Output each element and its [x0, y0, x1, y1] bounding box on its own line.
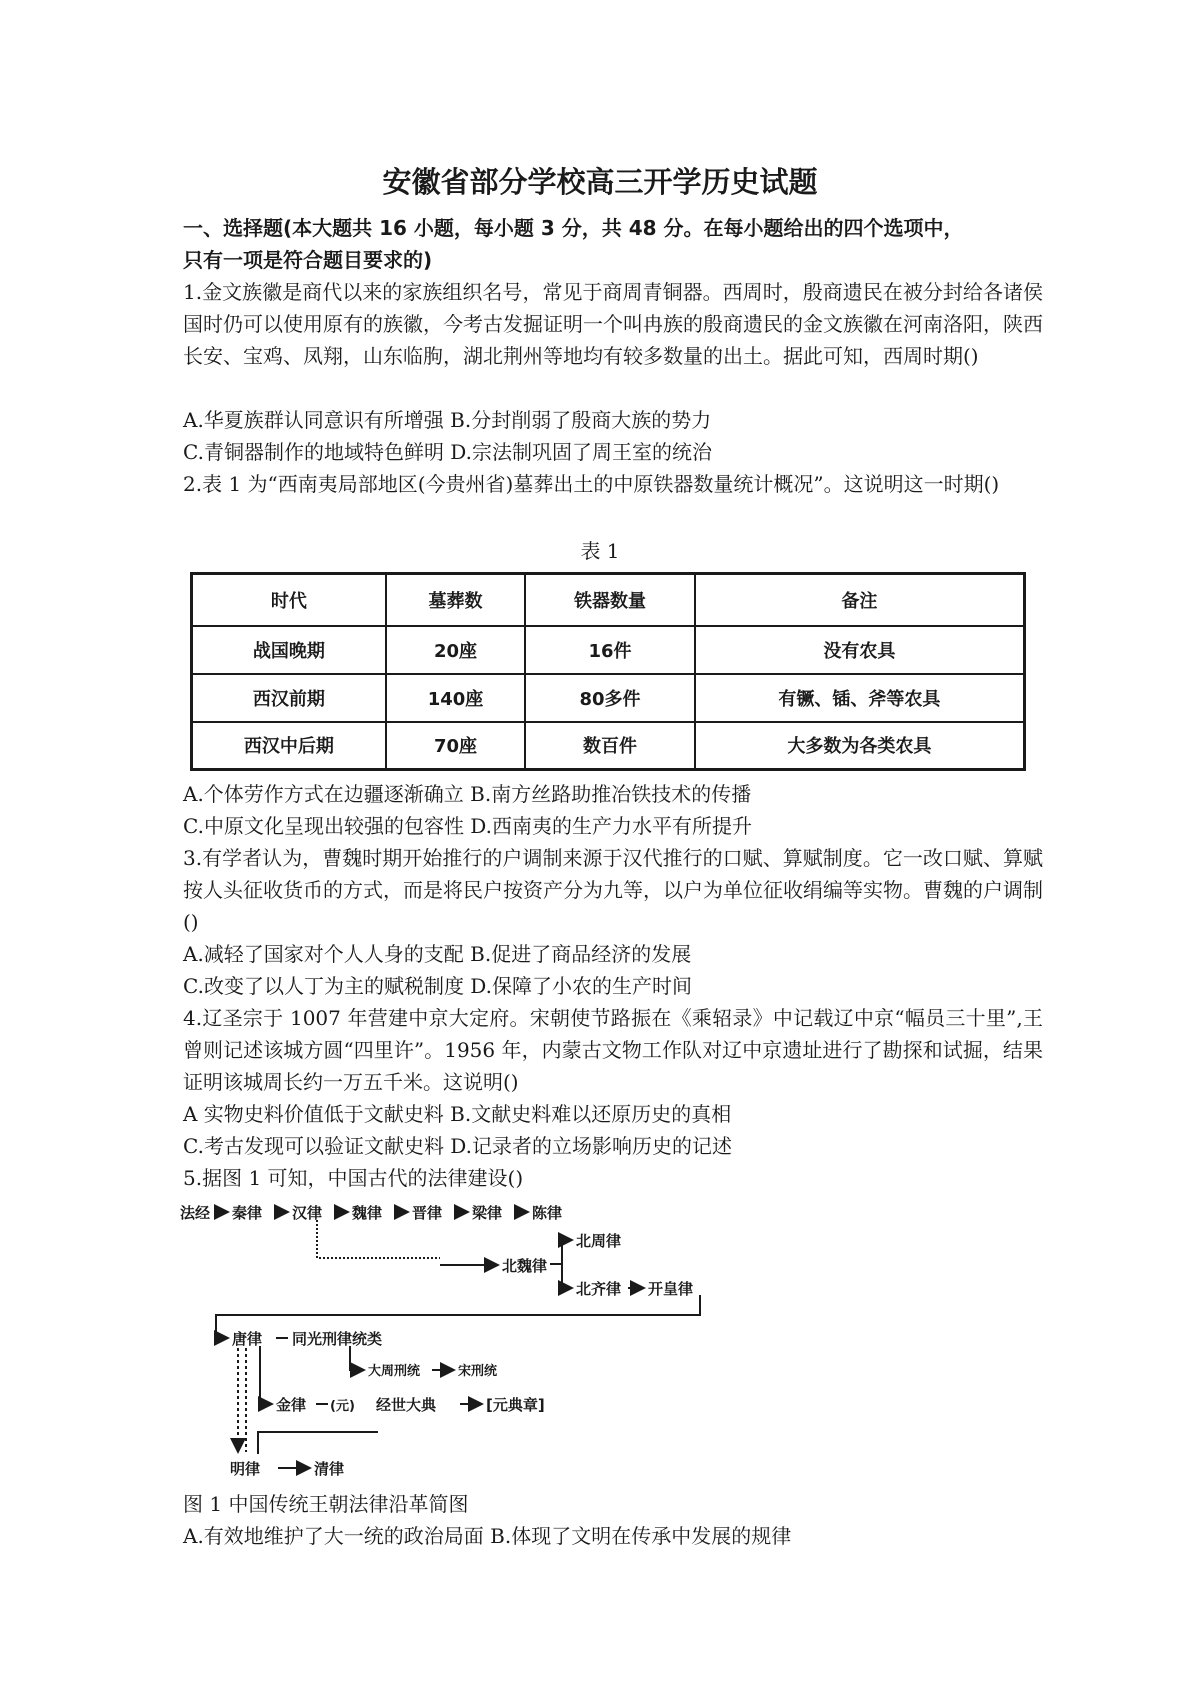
- section-heading: [183, 212, 1043, 276]
- law-node-kaihuang: 开皇律: [648, 1280, 694, 1298]
- law-node-jin-dynasty: 晋律: [412, 1204, 443, 1222]
- table-header-cell: 备注: [695, 574, 1025, 626]
- question-4-options-cd: C.考古发现可以验证文献史料 D.记录者的立场影响历史的记述: [183, 1134, 732, 1158]
- law-evolution-diagram: [180, 1190, 740, 1480]
- question-5-stem: 5.据图 1 可知，中国古代的法律建设(): [183, 1166, 524, 1190]
- table-cell: 没有农具: [695, 626, 1025, 674]
- section-heading-line-2: 只有一项是符合题目要求的): [183, 248, 433, 272]
- question-2-stem: 2.表 1 为“西南夷局部地区(今贵州省)墓葬出土的中原铁器数量统计概况”。这说明这一时期(): [183, 472, 1000, 496]
- law-node-beiqi: 北齐律: [576, 1280, 622, 1298]
- law-node-qin: 秦律: [232, 1204, 263, 1222]
- law-node-dazhou: 大周刑统: [368, 1364, 421, 1379]
- table-cell: 70座: [386, 722, 526, 770]
- table-cell: 西汉前期: [192, 674, 386, 722]
- question-3-stem: 3.有学者认为，曹魏时期开始推行的户调制来源于汉代推行的口赋、算赋制度。它一改口赋、算赋按人头征收货币的方式，而是将民户按资产分为九等，以户为单位征收绢编等实物。曹魏的户调制(): [183, 846, 1043, 934]
- law-node-chen: 陈律: [532, 1204, 563, 1222]
- question-4-stem: 4.辽圣宗于 1007 年营建中京大定府。宋朝使节路振在《乘轺录》中记载辽中京“幅员三十里”,王曾则记述该城方圆“四里许”。1956 年，内蒙古文物工作队对辽中京遗址进行了勘探和试掘，结果证明该城周长约一万五千米。这说明(): [183, 1006, 1043, 1094]
- question-1-stem: 1.金文族徽是商代以来的家族组织名号，常见于商周青铜器。西周时，殷商遗民在被分封给各诸侯国时仍可以使用原有的族徽，今考古发掘证明一个叫冉族的殷商遗民的金文族徽在河南洛阳，陕西长安、宝鸡、凤翔，山东临朐，湖北荆州等地均有较多数量的出土。据此可知，西周时期(): [183, 280, 1043, 368]
- law-node-ming: 明律: [230, 1460, 261, 1478]
- table-header-cell: 墓葬数: [386, 574, 526, 626]
- table-header-cell: 时代: [192, 574, 386, 626]
- law-node-liang: 梁律: [472, 1204, 503, 1222]
- law-node-tongguang: 同光刑律统类: [292, 1330, 383, 1348]
- question-3-options-ab: A.减轻了国家对个人人身的支配 B.促进了商品经济的发展: [183, 942, 692, 966]
- table-cell: 数百件: [525, 722, 694, 770]
- table-header-cell: 铁器数量: [525, 574, 694, 626]
- law-node-yuan: (元): [330, 1399, 355, 1414]
- law-node-fajing: 法经: [180, 1204, 211, 1222]
- table-row: [192, 626, 1025, 674]
- exam-title: 安徽省部分学校高三开学历史试题: [382, 165, 818, 199]
- table-cell: 战国晚期: [192, 626, 386, 674]
- law-node-jin: 金律: [276, 1396, 307, 1414]
- table-cell: 西汉中后期: [192, 722, 386, 770]
- table-cell: 16件: [525, 626, 694, 674]
- question-1-options-cd: C.青铜器制作的地域特色鲜明 D.宗法制巩固了周王室的统治: [183, 440, 712, 464]
- question-2-options-cd: C.中原文化呈现出较强的包容性 D.西南夷的生产力水平有所提升: [183, 814, 752, 838]
- law-node-beiwei: 北魏律: [502, 1257, 548, 1275]
- law-node-yuandian: [元典章]: [486, 1396, 545, 1414]
- law-node-han: 汉律: [292, 1204, 323, 1222]
- question-2-options-ab: A.个体劳作方式在边疆逐渐确立 B.南方丝路助推冶铁技术的传播: [183, 782, 752, 806]
- table-cell: 140座: [386, 674, 526, 722]
- question-5-options-ab: A.有效地维护了大一统的政治局面 B.体现了文明在传承中发展的规律: [183, 1524, 792, 1548]
- law-node-jingshi: 经世大典: [376, 1396, 437, 1414]
- table-cell: 有镢、锸、斧等农具: [695, 674, 1025, 722]
- section-heading-line-1: 一、选择题(本大题共 16 小题，每小题 3 分，共 48 分。在每小题给出的四个选项中，: [183, 216, 964, 240]
- figure-1-caption: 图 1 中国传统王朝法律沿革简图: [183, 1492, 469, 1516]
- table-row: [192, 722, 1025, 770]
- table-cell: 80多件: [525, 674, 694, 722]
- question-1-options-ab: A.华夏族群认同意识有所增强 B.分封削弱了殷商大族的势力: [183, 408, 712, 432]
- table-header-row: [192, 574, 1025, 626]
- table-row: [192, 674, 1025, 722]
- table-1: [190, 572, 1026, 771]
- law-node-song: 宋刑统: [458, 1364, 498, 1379]
- table-cell: 20座: [386, 626, 526, 674]
- law-node-qing: 清律: [314, 1460, 345, 1478]
- table-cell: 大多数为各类农具: [695, 722, 1025, 770]
- law-node-tang: 唐律: [232, 1330, 263, 1348]
- law-node-wei: 魏律: [352, 1204, 383, 1222]
- table-1-caption: 表 1: [580, 539, 620, 563]
- law-node-beizhou: 北周律: [576, 1232, 622, 1250]
- question-4-options-ab: A 实物史料价值低于文献史料 B.文献史料难以还原历史的真相: [183, 1102, 732, 1126]
- question-3-options-cd: C.改变了以人丁为主的赋税制度 D.保障了小农的生产时间: [183, 974, 692, 998]
